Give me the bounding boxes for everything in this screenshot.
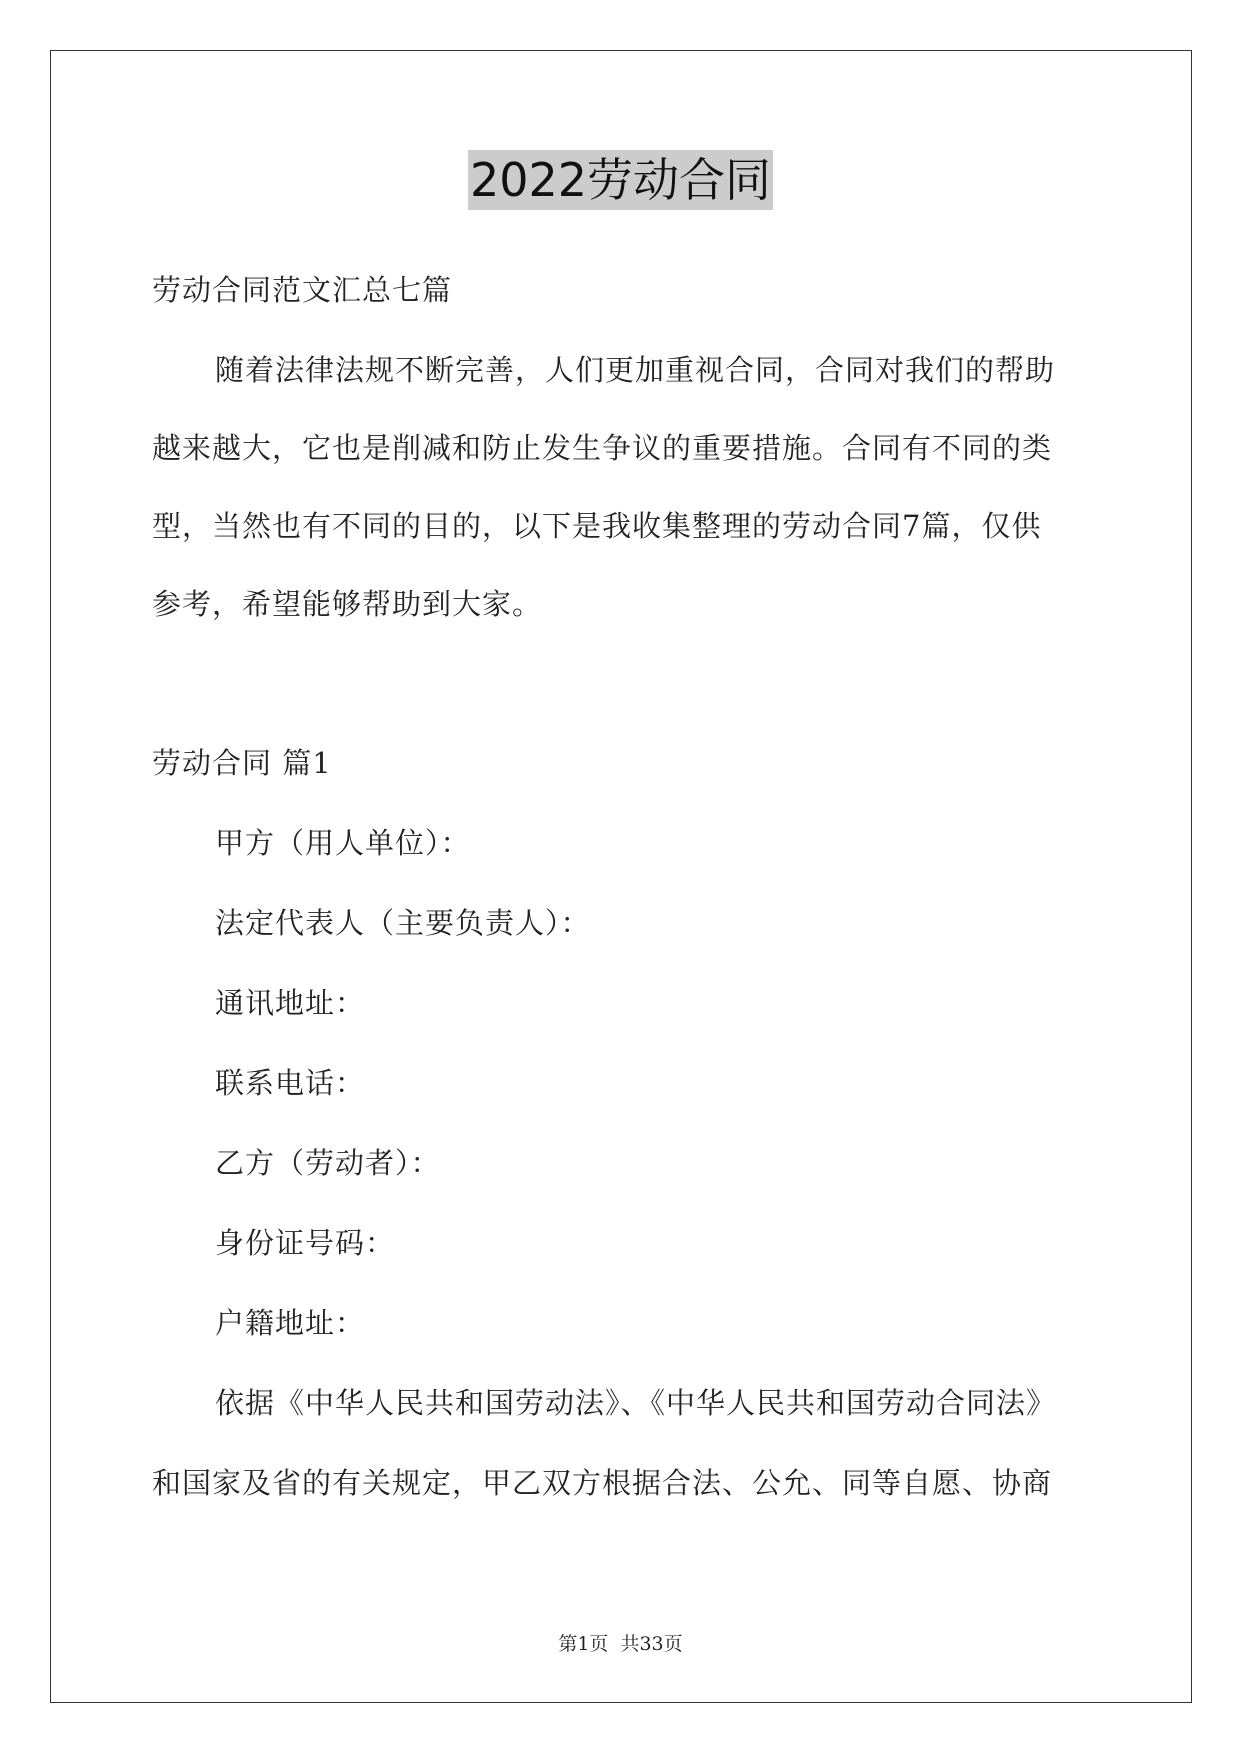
document-subtitle: 劳动合同范文汇总七篇 — [152, 273, 453, 307]
intro-line-2: 越来越大，它也是削减和防止发生争议的重要措施。合同有不同的类 — [152, 431, 1053, 465]
title-container — [0, 150, 1241, 210]
field-household-address: 户籍地址： — [215, 1306, 366, 1340]
basis-line-2: 和国家及省的有关规定，甲乙双方根据合法、公允、同等自愿、协商 — [152, 1466, 1053, 1500]
field-party-b: 乙方（劳动者）： — [215, 1146, 441, 1180]
page-footer — [0, 1631, 1241, 1657]
field-legal-representative: 法定代表人（主要负责人）： — [215, 906, 591, 940]
page-number: 第1页 — [558, 1633, 609, 1655]
intro-line-3: 型，当然也有不同的目的，以下是我收集整理的劳动合同7篇，仅供 — [152, 509, 1042, 543]
basis-line-1: 依据《中华人民共和国劳动法》、《中华人民共和国劳动合同法》 — [215, 1386, 1057, 1420]
field-party-a: 甲方（用人单位）： — [215, 826, 471, 860]
document-title: 2022劳动合同 — [468, 150, 773, 210]
page-total: 共33页 — [620, 1633, 683, 1655]
field-id-number: 身份证号码： — [215, 1226, 396, 1260]
field-phone: 联系电话： — [215, 1066, 366, 1100]
field-address: 通讯地址： — [215, 986, 366, 1020]
intro-line-1: 随着法律法规不断完善，人们更加重视合同，合同对我们的帮助 — [215, 353, 1056, 387]
section-heading: 劳动合同 篇1 — [152, 746, 332, 780]
intro-line-4: 参考，希望能够帮助到大家。 — [152, 587, 543, 621]
